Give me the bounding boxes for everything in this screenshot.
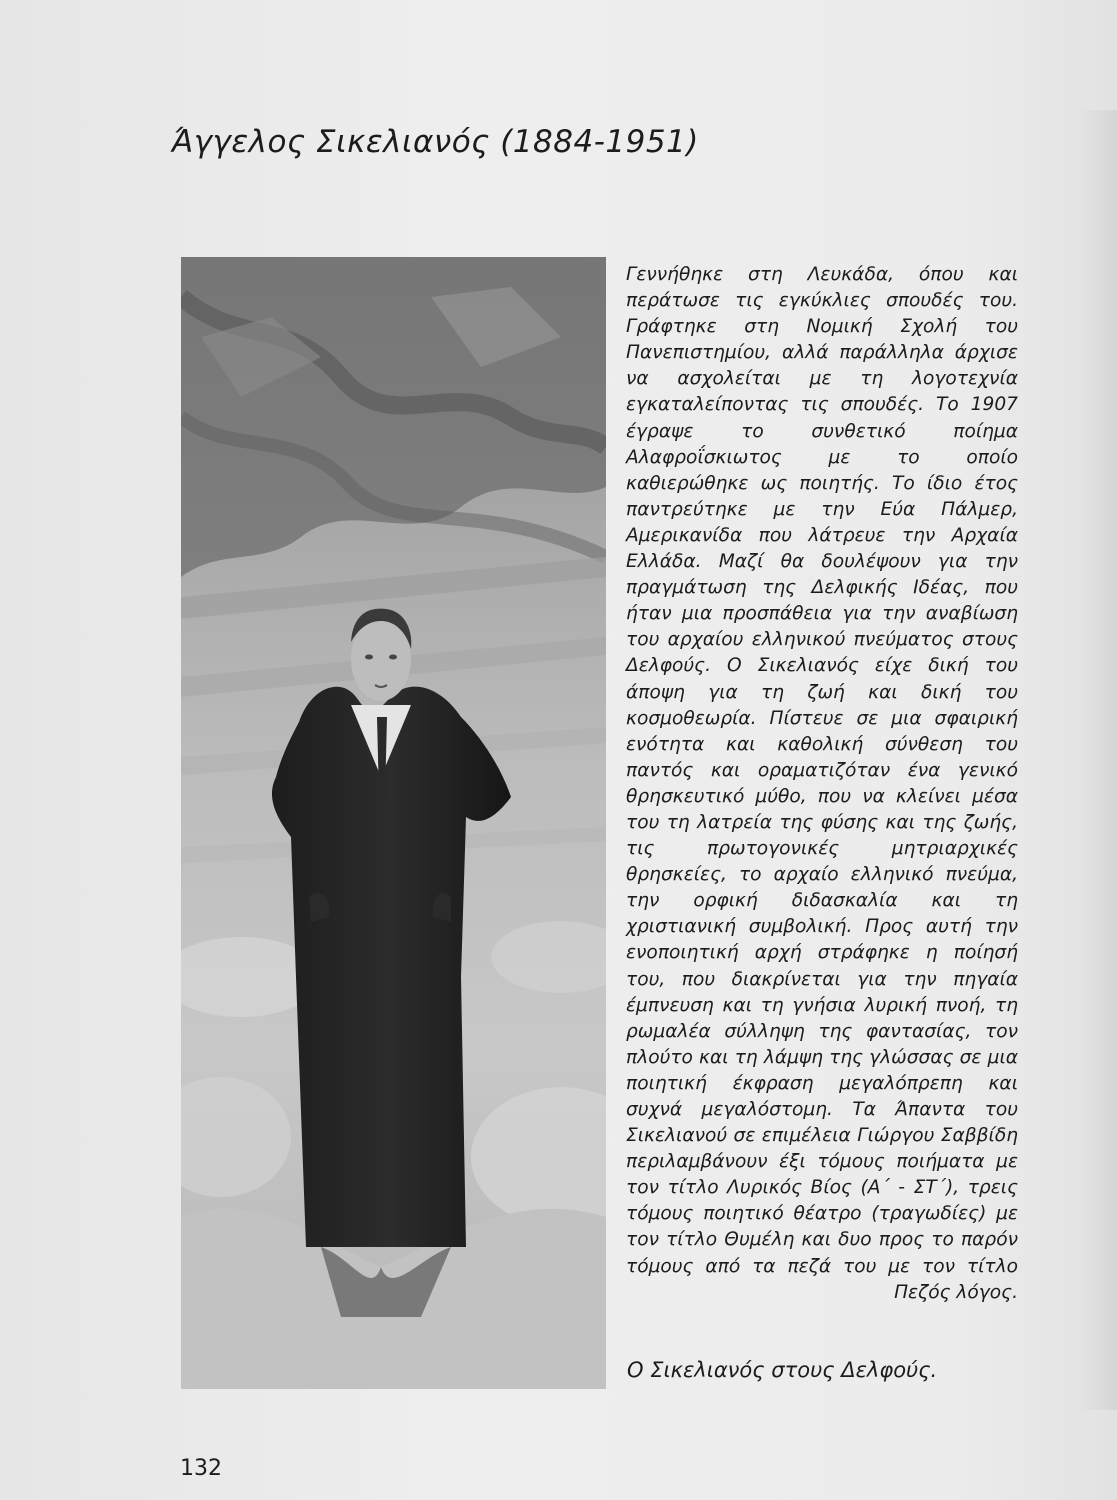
page-number: 132 — [180, 1456, 222, 1481]
photo-caption: Ο Σικελιανός στους Δελφούς. — [627, 1358, 938, 1382]
biography-text: Γεννήθηκε στη Λευκάδα, όπου και περάτωσε τις εγκύκλιες σπουδές του. Γράφτηκε στη Νομική Σχολή του Πανεπιστημίου, αλλά παράλληλα άρχισε να ασχολείται με τη λογοτεχνία εγκαταλείποντας τις σπουδές. Το 1907 έγραψε το συνθετικό ποίημα Αλαφροΐσκιωτος με το οποίο καθιερώθηκε ως ποιητής. Το ίδιο έτος παντρεύτηκε με την Εύα Πάλμερ, Αμερικανίδα που λάτρευε την Αρχαία Ελλάδα. Μαζί θα δουλέψουν για την πραγμάτωση της Δελφικής Ιδέας, που ήταν μια προσπάθεια για την αναβίωση του αρχαίου ελληνικού πνεύματος στους Δελφούς. Ο Σικελιανός είχε δική του άποψη για τη ζωή και δική του κοσμοθεωρία. Πίστευε σε μια σφαιρική ενότητα και καθολική σύνθεση του παντός και οραματιζόταν ένα γενικό θρησκευτικό μύθο, που να κλείνει μέσα του τη λατρεία της φύσης και της ζωής, τις πρωτογονικές μητριαρχικές θρησκείες, το αρχαίο ελληνικό πνεύμα, την ορφική διδασκαλία και τη χριστιανική συμβολική. Προς αυτή την ενοποιητική αρχή στράφηκε η ποίησή του, που διακρίνεται για την πηγαία έμπνευση και τη γνήσια λυρική πνοή, τη ρωμαλέα σύλληψη της φαντασίας, τον πλούτο και τη λάμψη της γλώσσας σε μια ποιητική έκφραση μεγαλόπρεπη και συχνά μεγαλόστομη. Τα Άπαντα του Σικελιανού σε επιμέλεια Γιώργου Σαββίδη περιλαμβάνουν έξι τόμους ποιήματα με τον τίτλο Λυρικός Βίος (Α΄ - ΣΤ΄), τρεις τόμους ποιητικό θέατρο (τραγωδίες) με τον τίτλο Θυμέλη και δυο προς το παρόν τόμους από τα πεζά του με τον τίτλο Πεζός λόγος. — [626, 264, 1018, 1303]
page-edge-shadow — [1077, 110, 1117, 1410]
page-title: Άγγελος Σικελιανός (1884-1951) — [172, 124, 699, 160]
portrait-photo — [181, 257, 606, 1389]
